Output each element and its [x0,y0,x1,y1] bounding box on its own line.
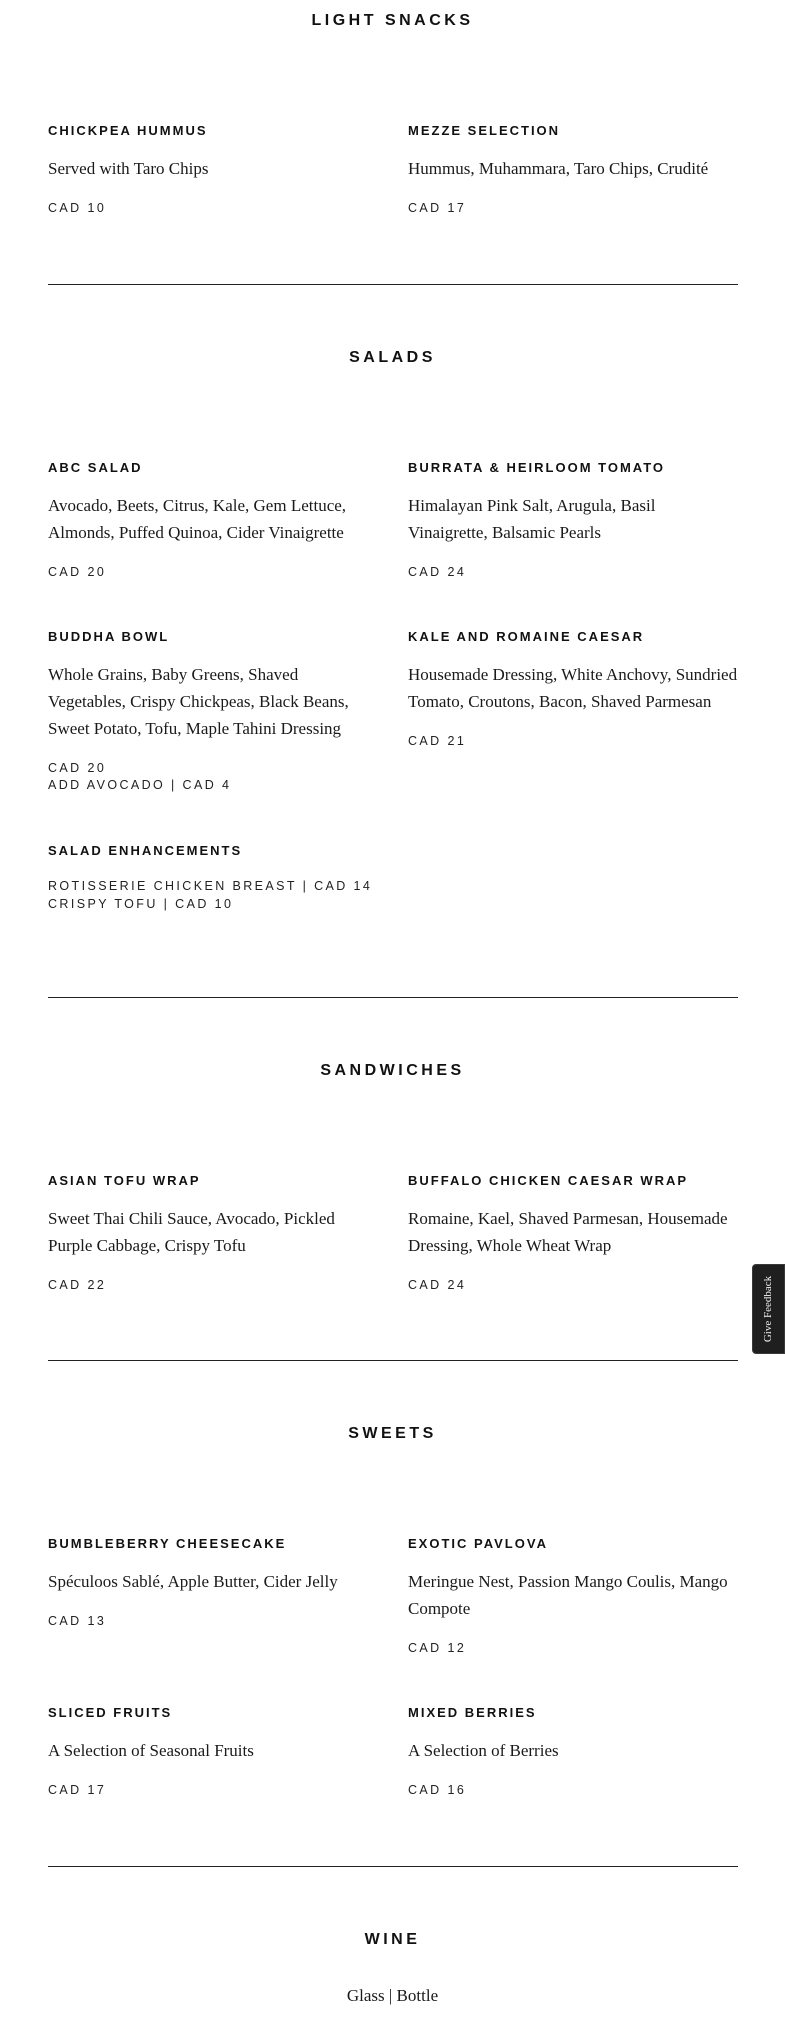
item-description: Meringue Nest, Passion Mango Coulis, Mango Compote [408,1572,728,1618]
item-price: CAD 13 [48,1614,107,1628]
menu-item-bumbleberry-cheesecake [48,1536,378,1629]
item-name: BUMBLEBERRY CHEESECAKE [48,1536,287,1551]
menu-item-asian-tofu-wrap [48,1173,378,1293]
menu-item-mezze-selection [408,123,738,216]
section-title-salads: SALADS [349,349,436,366]
item-price: CAD 22 [48,1278,107,1292]
menu-item-buddha-bowl [48,629,378,794]
item-description: Hummus, Muhammara, Taro Chips, Crudité [408,159,709,178]
menu-item-exotic-pavlova [408,1536,738,1656]
item-price: CAD 21 [408,734,467,748]
item-description: Romaine, Kael, Shaved Parmesan, Housemade Dressing, Whole Wheat Wrap [408,1209,728,1255]
item-description: A Selection of Seasonal Fruits [48,1741,254,1760]
section-divider [48,1360,738,1361]
item-name: ABC SALAD [48,460,143,475]
enhancement-line: CRISPY TOFU | CAD 10 [48,897,234,911]
item-name: SLICED FRUITS [48,1705,173,1720]
item-description: A Selection of Berries [408,1741,559,1760]
menu-item-burrata-heirloom-tomato [408,460,738,580]
item-price: CAD 12 [408,1641,467,1655]
item-description: Avocado, Beets, Citrus, Kale, Gem Lettuce, Almonds, Puffed Quinoa, Cider Vinaigrette [48,496,347,542]
item-description: Sweet Thai Chili Sauce, Avocado, Pickled Purple Cabbage, Crispy Tofu [48,1209,335,1255]
section-divider [48,997,738,998]
item-price: CAD 10 [48,201,107,215]
wine-serving-subtitle: Glass | Bottle [346,1986,439,2005]
item-description: Served with Taro Chips [48,159,209,178]
menu-item-kale-romaine-caesar [408,629,738,749]
item-addon: ADD AVOCADO | CAD 4 [48,778,232,792]
item-name: MEZZE SELECTION [408,123,561,138]
item-name: KALE AND ROMAINE CAESAR [408,629,645,644]
salad-enhancements [48,843,378,913]
item-description: Himalayan Pink Salt, Arugula, Basil Vinaigrette, Balsamic Pearls [408,496,656,542]
item-name: BUDDHA BOWL [48,629,170,644]
menu-item-abc-salad [48,460,378,580]
item-price: CAD 16 [408,1783,467,1797]
item-price: CAD 24 [408,1278,467,1292]
item-description: Whole Grains, Baby Greens, Shaved Vegetables, Crispy Chickpeas, Black Beans, Sweet Potato, Tofu, Maple Tahini Dressing [48,665,349,738]
section-divider [48,284,738,285]
item-name: CHICKPEA HUMMUS [48,123,208,138]
item-name: ASIAN TOFU WRAP [48,1173,201,1188]
enhancement-line: ROTISSERIE CHICKEN BREAST | CAD 14 [48,879,373,893]
item-price: CAD 20 [48,565,107,579]
section-title-light-snacks: LIGHT SNACKS [311,12,474,29]
item-name: BURRATA & HEIRLOOM TOMATO [408,460,666,475]
item-price: CAD 17 [408,201,467,215]
section-title-sandwiches: SANDWICHES [320,1062,465,1079]
give-feedback-label: Give Feedback [762,1275,775,1343]
section-title-wine: WINE [364,1931,421,1948]
section-title-sweets: SWEETS [348,1425,437,1442]
menu-item-mixed-berries [408,1705,738,1798]
item-price: CAD 24 [408,565,467,579]
item-description: Spéculoos Sablé, Apple Butter, Cider Jelly [48,1572,338,1591]
item-name: MIXED BERRIES [408,1705,537,1720]
menu-item-buffalo-chicken-caesar-wrap [408,1173,738,1293]
menu-item-chickpea-hummus [48,123,378,216]
give-feedback-button[interactable] [752,1264,785,1354]
item-name: SALAD ENHANCEMENTS [48,843,243,858]
section-divider [48,1866,738,1867]
item-price: CAD 17 [48,1783,107,1797]
item-name: BUFFALO CHICKEN CAESAR WRAP [408,1173,689,1188]
menu-item-sliced-fruits [48,1705,378,1798]
item-price: CAD 20 [48,761,107,775]
item-description: Housemade Dressing, White Anchovy, Sundried Tomato, Croutons, Bacon, Shaved Parmesan [408,665,738,711]
item-name: EXOTIC PAVLOVA [408,1536,548,1551]
